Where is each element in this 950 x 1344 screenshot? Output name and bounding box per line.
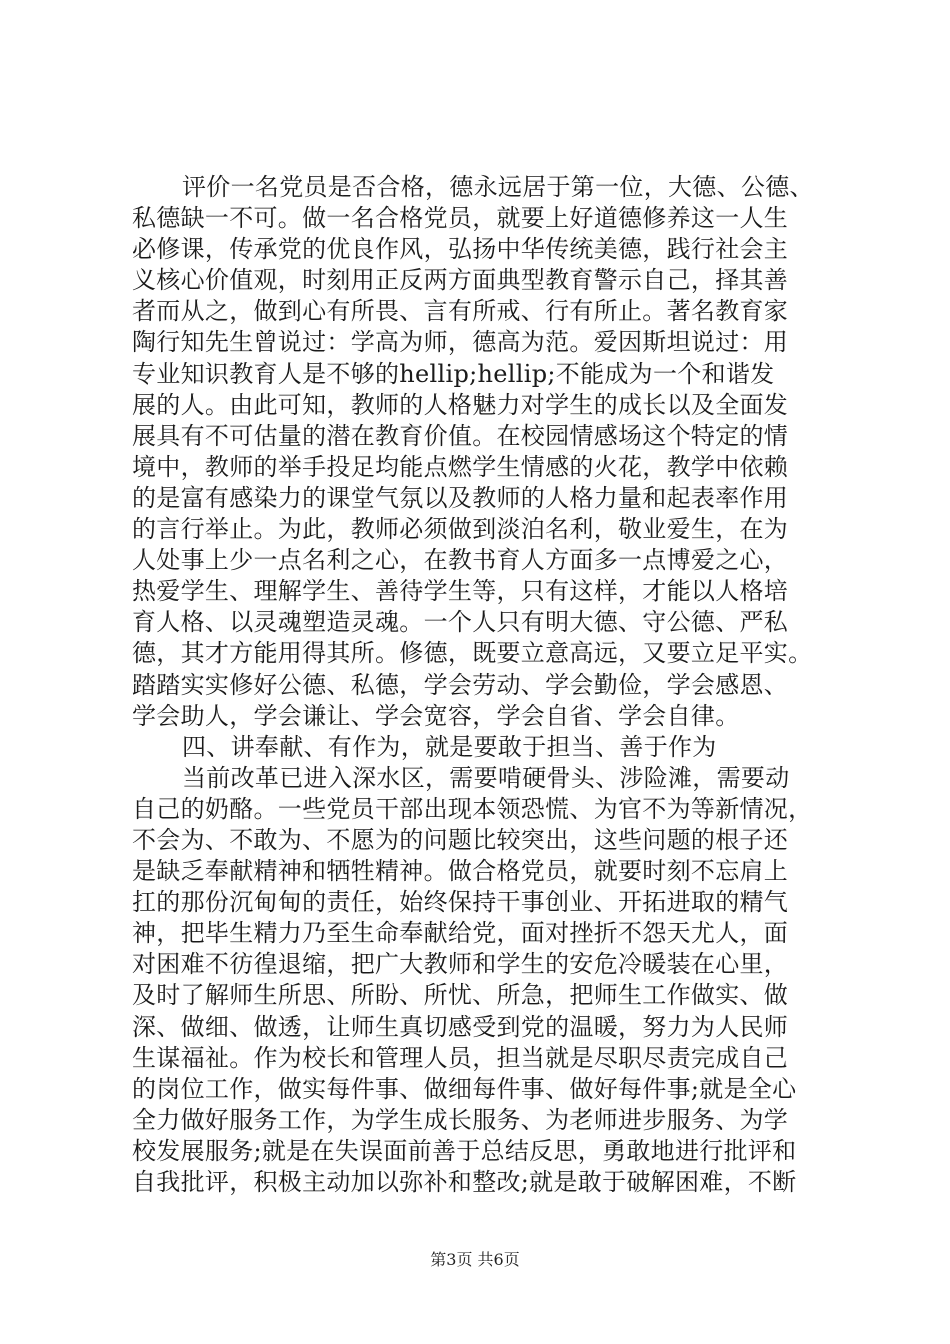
- text-line: 是缺乏奉献精神和牺牲精神。做合格党员，就要时刻不忘肩上: [132, 857, 789, 886]
- text-line: 育人格、以灵魂塑造灵魂。一个人只有明大德、守公德、严私: [132, 608, 789, 637]
- text-line: 的是富有感染力的课堂气氛以及教师的人格力量和起表率作用: [132, 483, 789, 512]
- text-line: 四、讲奉献、有作为，就是要敢于担当、善于作为: [182, 732, 717, 761]
- text-line: 私德缺一不可。做一名合格党员，就要上好道德修养这一人生: [132, 204, 789, 233]
- text-line: 校发展服务;就是在失误面前善于总结反思，勇敢地进行批评和: [132, 1136, 797, 1165]
- text-line: 生谋福祉。作为校长和管理人员，担当就是尽职尽责完成自己: [132, 1043, 789, 1072]
- text-line: 不会为、不敢为、不愿为的问题比较突出，这些问题的根子还: [132, 825, 789, 854]
- text-line: 评价一名党员是否合格，德永远居于第一位，大德、公德、: [182, 173, 814, 201]
- text-line: 专业知识教育人是不够的hellip;hellip;不能成为一个和谐发: [132, 359, 775, 388]
- text-line: 者而从之，做到心有所畏、言有所戒、行有所止。著名教育家: [132, 297, 789, 326]
- text-line: 展的人。由此可知，教师的人格魅力对学生的成长以及全面发: [132, 390, 789, 419]
- text-line: 热爱学生、理解学生、善待学生等，只有这样，才能以人格培: [132, 577, 789, 606]
- text-line: 神，把毕生精力乃至生命奉献给党，面对挫折不怨天尤人，面: [132, 919, 789, 948]
- text-line: 扛的那份沉甸甸的责任，始终保持干事创业、开拓进取的精气: [132, 888, 789, 917]
- text-line: 当前改革已进入深水区，需要啃硬骨头、涉险滩，需要动: [182, 763, 790, 792]
- text-line: 义核心价值观，时刻用正反两方面典型教育警示自己，择其善: [132, 266, 789, 295]
- text-line: 德，其才方能用得其所。修德，既要立意高远，又要立足平实。: [132, 639, 813, 668]
- text-line: 境中，教师的举手投足均能点燃学生情感的火花，教学中依赖: [132, 452, 789, 481]
- text-line: 及时了解师生所思、所盼、所忧、所急，把师生工作做实、做: [132, 981, 789, 1010]
- text-line: 必修课，传承党的优良作风，弘扬中华传统美德，践行社会主: [132, 235, 789, 264]
- text-line: 的言行举止。为此，教师必须做到淡泊名利，敬业爱生，在为: [132, 515, 789, 544]
- text-line: 学会助人，学会谦让、学会宽容，学会自省、学会自律。: [132, 701, 740, 730]
- text-line: 展具有不可估量的潜在教育价值。在校园情感场这个特定的情: [132, 421, 789, 450]
- text-line: 踏踏实实修好公德、私德，学会劳动、学会勤俭，学会感恩、: [132, 670, 789, 699]
- text-line: 对困难不彷徨退缩，把广大教师和学生的安危冷暖装在心里，: [132, 950, 789, 979]
- text-line: 深、做细、做透，让师生真切感受到党的温暖，努力为人民师: [132, 1012, 789, 1041]
- text-line: 自我批评，积极主动加以弥补和整改;就是敢于破解困难，不断: [132, 1168, 797, 1196]
- text-line: 陶行知先生曾说过：学高为师，德高为范。爱因斯坦说过：用: [132, 328, 789, 357]
- text-line: 全力做好服务工作，为学生成长服务、为老师进步服务、为学: [132, 1105, 789, 1134]
- text-line: 的岗位工作，做实每件事、做细每件事、做好每件事;就是全心: [132, 1074, 797, 1103]
- body-text: [132, 172, 824, 1198]
- text-line: 自己的奶酪。一些党员干部出现本领恐慌、为官不为等新情况，: [132, 794, 813, 823]
- text-line: 人处事上少一点名利之心，在教书育人方面多一点博爱之心，: [132, 546, 789, 575]
- page-footer: 第3页 共6页: [430, 1250, 520, 1269]
